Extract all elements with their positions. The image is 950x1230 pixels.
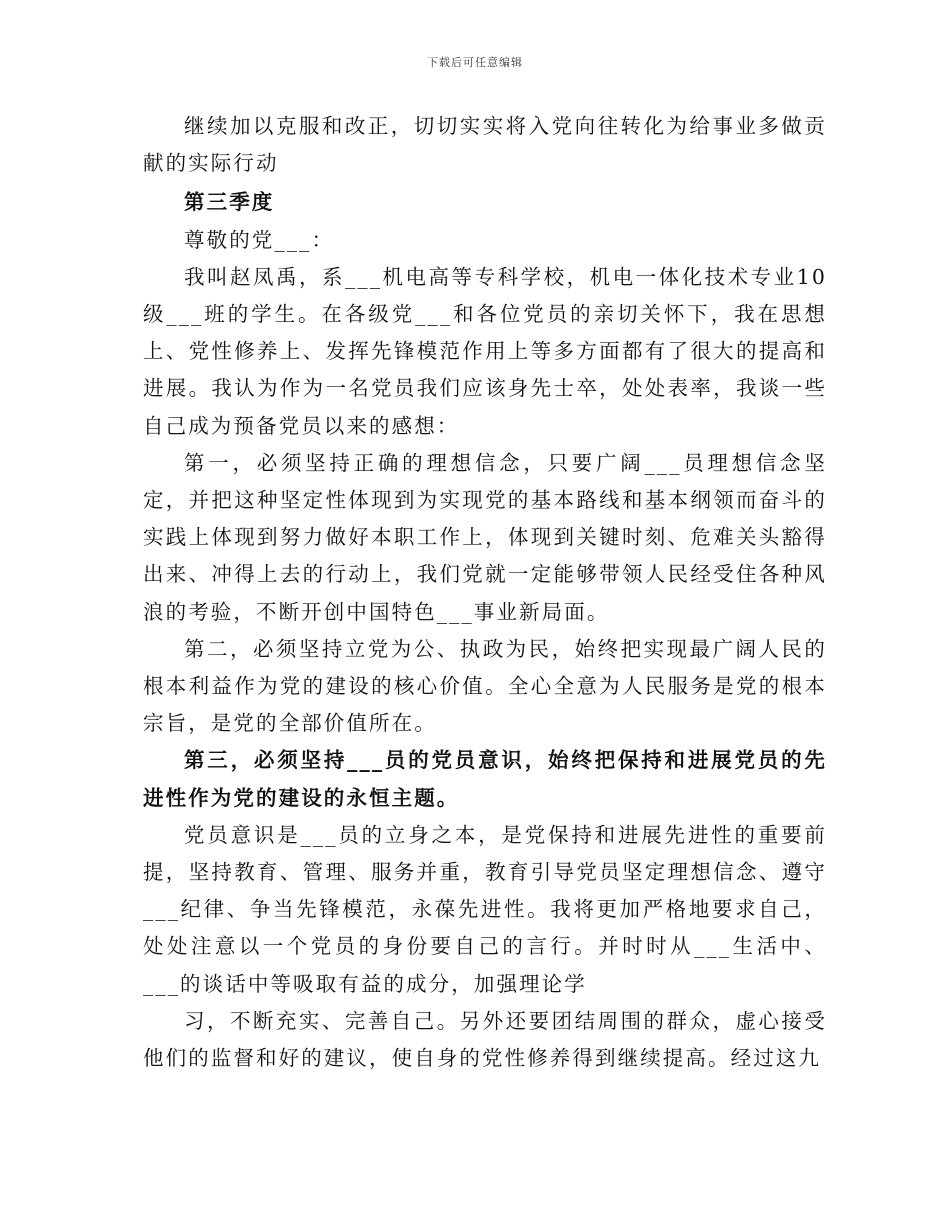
paragraph-third-point-bold: 第三，必须坚持___员的党员意识，始终把保持和进展党员的先进性作为党的建设的永恒主题。 (143, 748, 827, 810)
paragraph-continuation: 继续加以克服和改正，切切实实将入党向往转化为给事业多做贡献的实际行动 (143, 114, 827, 176)
paragraph-intro: 我叫赵凤禹，系___机电高等专科学校，机电一体化技术专业10级___班的学生。在各级党___和各位党员的亲切关怀下，我在思想上、党性修养上、发挥先锋模范作用上等多方面都有了很大的提高和进展。我认为作为一名党员我们应该身先士卒，处处表率，我谈一些自己成为预备党员以来的感想： (143, 264, 827, 438)
page-header: 下载后可任意编辑 (427, 56, 523, 69)
paragraph-second-point: 第二，必须坚持立党为公、执政为民，始终把实现最广阔人民的根本利益作为党的建设的核心价值。全心全意为人民服务是党的根本宗旨，是党的全部价值所在。 (143, 636, 827, 736)
document-body (143, 108, 827, 1077)
paragraph-closing: 习，不断充实、完善自己。另外还要团结周围的群众，虚心接受他们的监督和好的建议，使自身的党性修养得到继续提高。经过这九 (143, 1008, 827, 1071)
section-heading: 第三季度 (184, 190, 275, 215)
paragraph-party-awareness: 党员意识是___员的立身之本，是党保持和进展先进性的重要前提，坚持教育、管理、服务并重，教育引导党员坚定理想信念、遵守___纪律、争当先锋模范，永葆先进性。我将更加严格地要求自己，处处注意以一个党员的身份要自己的言行。并时时从___生活中、___的谈话中等吸取有益的成分，加强理论学 (143, 822, 827, 996)
salutation: 尊敬的党___： (184, 227, 335, 252)
paragraph-first-point: 第一，必须坚持正确的理想信念，只要广阔___员理想信念坚定，并把这种坚定性体现到为实现党的基本路线和基本纲领而奋斗的实践上体现到努力做好本职工作上，体现到关键时刻、危难关头豁得出来、冲得上去的行动上，我们党就一定能够带领人民经受住各种风浪的考验，不断开创中国特色___事业新局面。 (143, 450, 827, 624)
